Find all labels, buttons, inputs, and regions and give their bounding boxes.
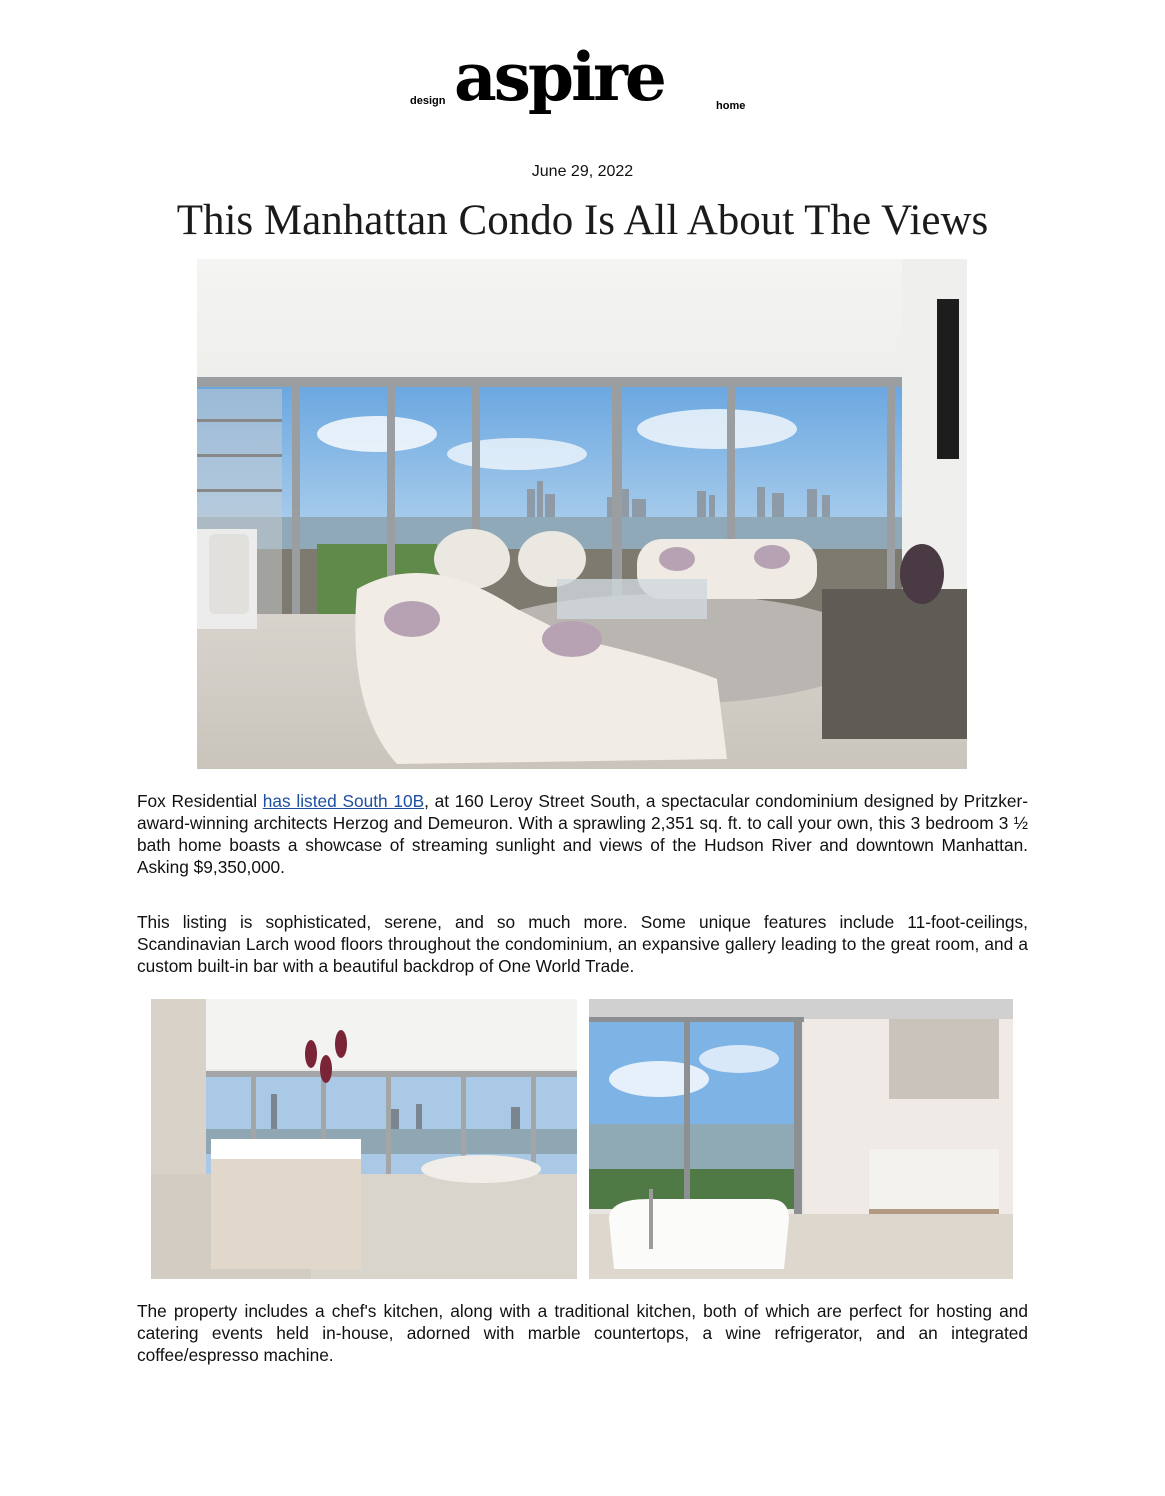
logo-home-word: home bbox=[716, 100, 746, 112]
kitchen-photo bbox=[151, 999, 577, 1279]
aspire-logo[interactable] bbox=[410, 40, 755, 140]
listing-link[interactable]: has listed South 10B bbox=[262, 791, 425, 811]
bathroom-photo bbox=[589, 999, 1013, 1279]
logo-design-word: design bbox=[410, 95, 446, 107]
article-date: June 29, 2022 bbox=[531, 163, 634, 180]
intro-text-end: , at 160 Leroy Street South, a spectacular condominium designed by Pritzker-award-winning architects Herzog and Demeuron. With a sprawling 2,351 sq. ft. to call your own, this 3 bedroom 3 ½ bath home boasts a showcase of streaming sunlight and views of the Hudson River and downtown Manhattan. Asking $9,350,000. bbox=[137, 791, 1029, 877]
logo-brand-word: aspire bbox=[454, 38, 664, 116]
paragraph-kitchen: The property includes a chef's kitchen, along with a traditional kitchen, both of which are perfect for hosting and catering events held in-house, adorned with marble countertops, a wine refrigerator, and an integrated coffee/espresso machine. bbox=[137, 1301, 1028, 1365]
article-headline: This Manhattan Condo Is All About The Views bbox=[176, 197, 989, 244]
paragraph-intro bbox=[137, 790, 1028, 878]
living-room-photo bbox=[197, 259, 967, 769]
paragraph-features: This listing is sophisticated, serene, and so much more. Some unique features include 11-foot-ceilings, Scandinavian Larch wood floors throughout the condominium, an expansive gallery leading to the great room, and a custom built-in bar with a beautiful backdrop of One World Trade. bbox=[137, 912, 1028, 976]
intro-text-start: Fox Residential bbox=[137, 791, 263, 811]
masthead bbox=[0, 40, 1165, 140]
